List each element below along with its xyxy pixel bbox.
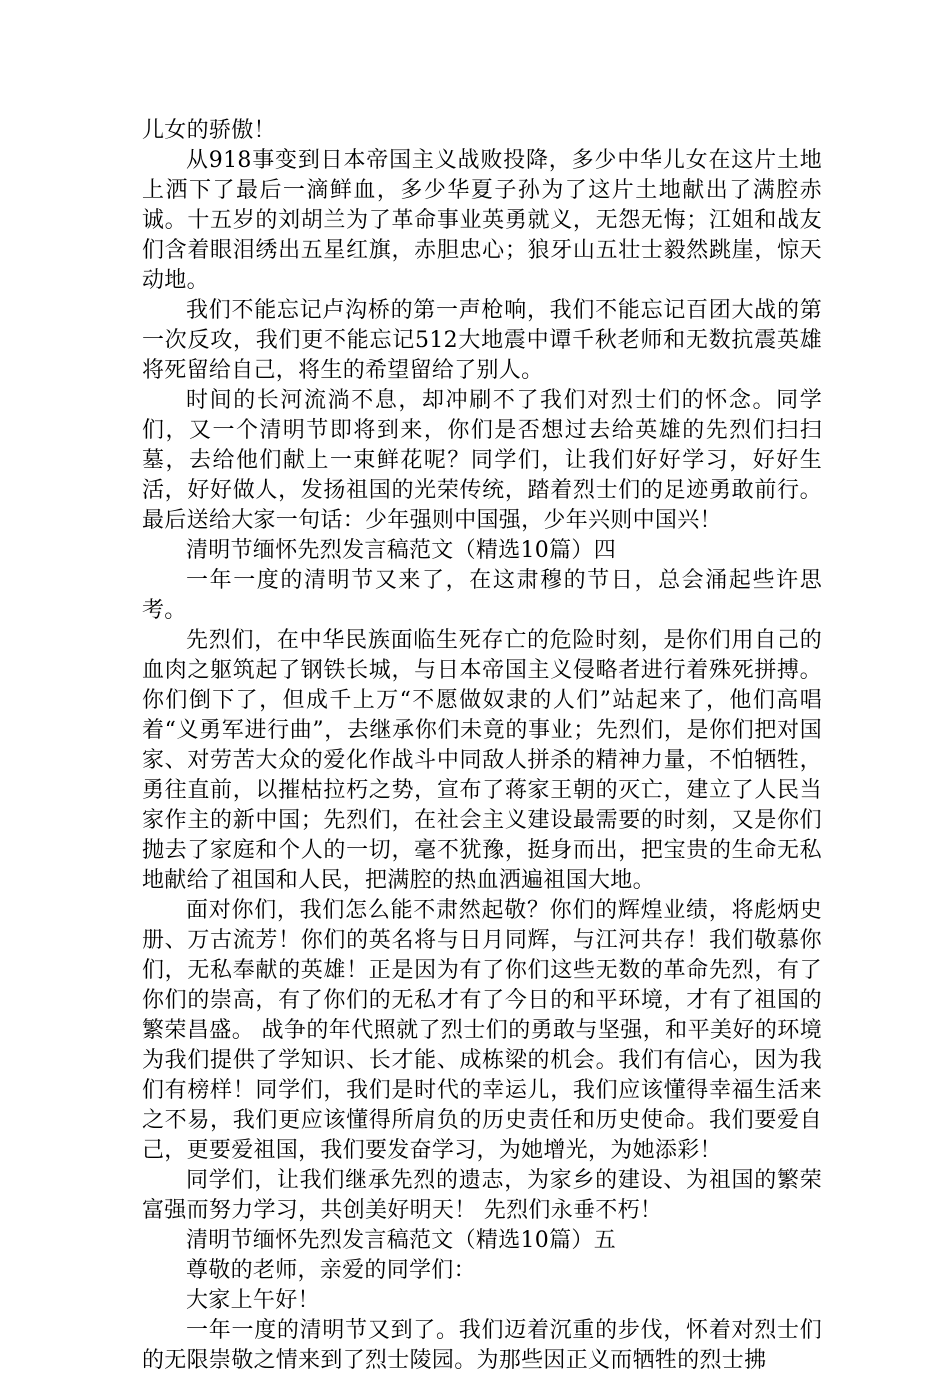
section-heading-five: 清明节缅怀先烈发言稿范文（精选10篇）五	[186, 1228, 616, 1253]
paragraph-918-incident: 从918事变到日本帝国主义战败投降，多少中华儿女在这片土地上洒下了最后一滴鲜血，多少华夏子孙为了这片土地献出了满腔赤诚。十五岁的刘胡兰为了革命事业英勇就义，无怨无悔；江姐和战友们含着眼泪绣出五星红旗，赤胆忠心；狼牙山五壮士毅然跳崖，惊天动地。	[142, 148, 822, 293]
paragraph-qingming-again: 一年一度的清明节又来了，在这肃穆的节日，总会涌起些许思考。	[142, 568, 822, 623]
paragraph-cannot-forget: 我们不能忘记卢沟桥的第一声枪响，我们不能忘记百团大战的第一次反攻，我们更不能忘记512大地震中谭千秋老师和无数抗震英雄将死留给自己，将生的希望留给了别人。	[142, 298, 822, 383]
paragraph-inherit-will: 同学们，让我们继承先烈的遗志，为家乡的建设、为祖国的繁荣富强而努力学习，共创美好明天！ 先烈们永垂不朽！	[142, 1168, 822, 1223]
paragraph-cemetery: 一年一度的清明节又到了。我们迈着沉重的步伐，怀着对烈士们的无限崇敬之情来到了烈士陵园。为那些因正义而牺牲的烈士拂	[142, 1318, 822, 1373]
paragraph-greeting: 大家上午好！	[186, 1288, 320, 1313]
document-body	[142, 116, 822, 1376]
paragraph-martyrs: 先烈们，在中华民族面临生死存亡的危险时刻，是你们用自己的血肉之躯筑起了钢铁长城，与日本帝国主义侵略者进行着殊死拼搏。你们倒下了，但成千上万“不愿做奴隶的人们”站起来了，他们高唱着“义勇军进行曲”，去继承你们未竟的事业；先烈们，是你们把对国家、对劳苦大众的爱化作战斗中同敌人拼杀的精神力量，不怕牺牲，勇往直前，以摧枯拉朽之势，宣布了蒋家王朝的灭亡，建立了人民当家作主的新中国；先烈们，在社会主义建设最需要的时刻，又是你们抛去了家庭和个人的一切，毫不犹豫，挺身而出，把宝贵的生命无私地献给了祖国和人民，把满腔的热血洒遍祖国大地。	[142, 628, 822, 893]
section-heading-four: 清明节缅怀先烈发言稿范文（精选10篇）四	[186, 538, 616, 563]
paragraph-river-of-time: 时间的长河流淌不息，却冲刷不了我们对烈士们的怀念。同学们，又一个清明节即将到来，你们是否想过去给英雄的先烈们扫扫墓，去给他们献上一束鲜花呢？同学们，让我们好好学习，好好生活，好好做人，发扬祖国的光荣传统，踏着烈士们的足迹勇敢前行。最后送给大家一句话：少年强则中国强，少年兴则中国兴！	[142, 388, 822, 533]
paragraph-salutation: 尊敬的老师，亲爱的同学们：	[186, 1258, 476, 1283]
paragraph-continuation: 儿女的骄傲！	[142, 118, 276, 143]
paragraph-facing-you: 面对你们，我们怎么能不肃然起敬？你们的辉煌业绩，将彪炳史册、万古流芳！你们的英名将与日月同辉，与江河共存！我们敬慕你们，无私奉献的英雄！正是因为有了你们这些无数的革命先烈，有了你们的崇高，有了你们的无私才有了今日的和平环境，才有了祖国的繁荣昌盛。 战争的年代照就了烈士们的勇敢与坚强，和平美好的环境为我们提供了学知识、长才能、成栋梁的机会。我们有信心，因为我们有榜样！同学们，我们是时代的幸运儿，我们应该懂得幸福生活来之不易，我们更应该懂得所肩负的历史责任和历史使命。我们要爱自己，更要爱祖国，我们要发奋学习，为她增光，为她添彩！	[142, 898, 822, 1163]
